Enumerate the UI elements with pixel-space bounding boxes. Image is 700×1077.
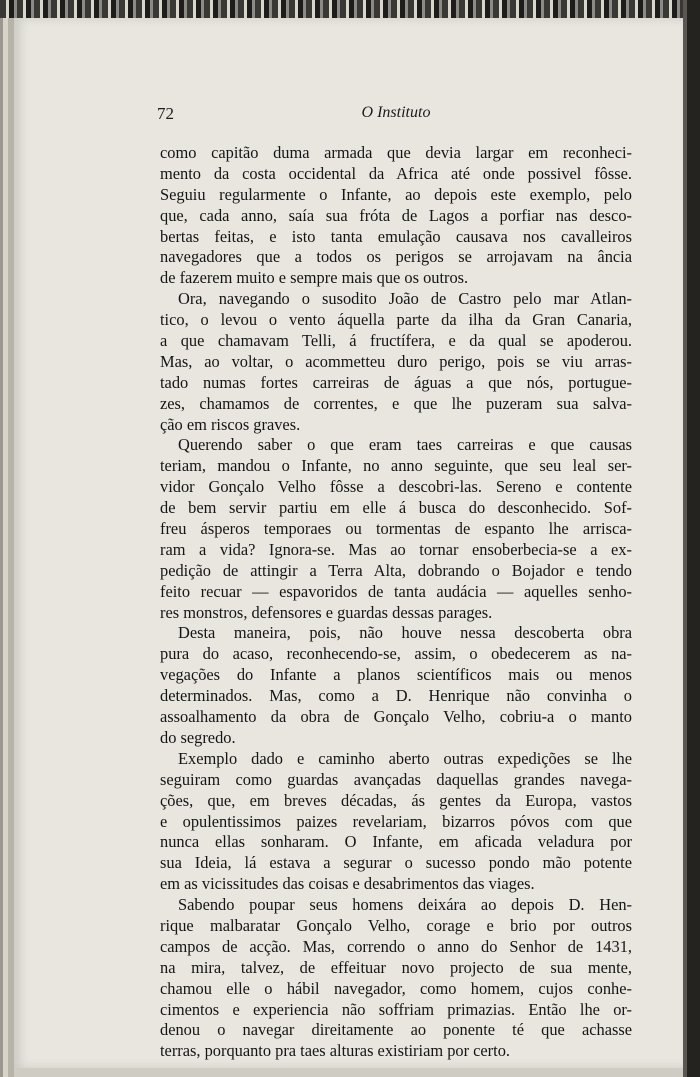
text-line: Querendo saber o que eram taes carreiras e que causas (178, 435, 632, 455)
paragraph (160, 623, 632, 748)
text-line: rique malbaratar Gonçalo Velho, corage e brio por outros (160, 915, 632, 935)
scan-right-edge (683, 0, 700, 1077)
text-line: feito recuar — espavoridos de tanta audácia — aquelles senho- (160, 581, 632, 601)
text-line: ções, que, em breves décadas, ás gentes da Europa, vastos (160, 790, 632, 810)
running-head: O Instituto (361, 104, 431, 121)
text-line: pedição de attingir a Terra Alta, dobrando o Bojador e tendo (160, 560, 632, 580)
text-line: seguiram como guardas avançadas daquellas grandes navega- (160, 769, 632, 789)
text-line: vegações do Infante a planos scientíficos mais ou menos (160, 665, 632, 685)
text-line: Seguiu regularmente o Infante, ao depois este exemplo, pelo (160, 184, 632, 204)
text-line: vidor Gonçalo Velho fôsse a descobri-las. Sereno e contente (160, 477, 632, 497)
scan-top-edge (0, 0, 700, 18)
text-line: navegadores que a todos os perigos se arrojavam na ância (160, 247, 632, 267)
book-gutter (0, 18, 14, 1077)
paragraph (160, 895, 632, 1062)
text-line: do segredo. (160, 727, 236, 747)
text-line: Ora, navegando o susodito João de Castro pelo mar Atlan- (178, 289, 632, 309)
text-line: pura do acaso, reconhecendo-se, assim, o obedecerem as na- (160, 644, 632, 664)
text-line: ram a vida? Ignora-se. Mas ao tornar ensoberbecia-se a ex- (160, 539, 632, 559)
text-line: res monstros, defensores e guardas dessas parages. (160, 602, 493, 622)
text-line: Sabendo poupar seus homens deixára ao depois D. Hen- (178, 895, 632, 915)
page-header (157, 104, 635, 128)
text-line: zes, chamamos de correntes, e que lhe puzeram sua salva- (160, 393, 632, 413)
text-line: Exemplo dado e caminho aberto outras expedições se lhe (178, 748, 632, 768)
paragraph (160, 289, 632, 435)
text-line: campos de acção. Mas, correndo o anno do Senhor de 1431, (160, 936, 632, 956)
paragraph (160, 435, 632, 623)
text-line: cimentos e experiencia não soffriam primazias. Então lhe or- (160, 999, 632, 1019)
text-line: e opulentissimos paizes revelariam, bizarros póvos com que (160, 811, 632, 831)
text-line: denou o navegar direitamente ao ponente té que achasse (160, 1020, 632, 1040)
text-line: determinados. Mas, como a D. Henrique não convinha o (160, 686, 632, 706)
scan-bottom-edge (14, 1068, 683, 1077)
text-line: mento da costa occidental da Africa até onde possivel fôsse. (160, 163, 632, 183)
text-line: a que chamavam Telli, á fructífera, e da qual se apoderou. (160, 331, 632, 351)
text-line: Desta maneira, pois, não houve nessa descoberta obra (178, 623, 632, 643)
text-line: de bem servir partiu em elle á busca do desconhecido. Sof- (160, 498, 632, 518)
text-line: na mira, talvez, de effeituar novo projecto de sua mente, (160, 957, 632, 977)
text-line: nunca ellas sonharam. O Infante, em aficada veladura por (160, 832, 632, 852)
text-line: freu ásperos temporaes ou tormentas de espanto lhe arrisca- (160, 519, 632, 539)
text-line: como capitão duma armada que devia largar em reconheci- (160, 143, 632, 162)
text-line: tico, o levou o vento áquella parte da ilha da Gran Canaria, (160, 310, 632, 330)
text-line: Mas, ao voltar, o acommetteu duro perigo, pois se viu arras- (160, 351, 632, 371)
page-number: 72 (157, 104, 174, 123)
text-line: bertas feitas, e isto tanta emulação causava nos cavalleiros (160, 226, 632, 246)
body-text (160, 143, 632, 1062)
text-line: sua Ideia, lá estava a segurar o sucesso pondo mão potente (160, 853, 632, 873)
paragraph (160, 749, 632, 895)
text-line: terras, porquanto pra taes alturas existiriam por certo. (160, 1041, 510, 1061)
text-line: teriam, mandou o Infante, no anno seguinte, que seu leal ser- (160, 456, 632, 476)
paragraph (160, 143, 632, 289)
text-line: de fazerem muito e sempre mais que os outros. (160, 268, 469, 288)
text-line: chamou elle o hábil navegador, como homem, cujos conhe- (160, 978, 632, 998)
text-line: em as vicissitudes das coisas e desabrimentos das viages. (160, 874, 535, 894)
text-line: assoalhamento da obra de Gonçalo Velho, cobriu-a o manto (160, 707, 632, 727)
text-line: que, cada anno, saía sua fróta de Lagos a porfiar nas desco- (160, 205, 632, 225)
text-line: ção em riscos graves. (160, 414, 301, 434)
text-line: tado numas fortes carreiras de águas a que nós, portugue- (160, 372, 632, 392)
